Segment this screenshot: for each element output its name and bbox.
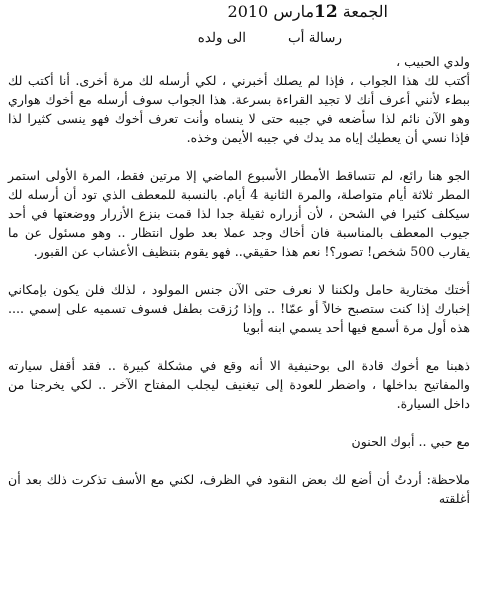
letter-date: [228, 3, 388, 21]
paragraph-sister-baby: أختك مختارية حامل ولكننا لا نعرف حتى الآن جنس المولود ، لذلك فلن يكون بإمكاني إخبارك إذا كنت ستصبح خالاً أو عمّا! .. وإذا رُزقت بطفل فسوف تسميه على إسمي .... هذه أول مرة أسمع فيها أحد يسمي ابنه أبويا: [8, 282, 470, 335]
paragraph-weather-coat-job: الجو هنا رائع، لم تتساقط الأمطار الأسبوع الماضي إلا مرتين فقط، المرة الأولى استمر المطر ثلاثة أيام متواصلة، والمرة الثانية 4 أيام. بالنسبة للمعطف الذي تود أن أرسله لك سيكلف كثيرا في الشحن ، لأن أزراره ثقيلة جدا لذا قمت بنزع الأزرار ووضعتها في أحد جيوب المعطف بالمناسبة فان أخاك وجد عملا بعد طول انتظار .. وهو مسئول عن ما يقارب 500 شخص! تصور؟! نعم هذا حقيقي.. فهو يقوم بتنظيف الأعشاب عن القبور.: [8, 168, 470, 259]
subject-part-1: رسالة أب: [287, 30, 342, 46]
date-number: 12: [314, 2, 338, 22]
paragraph-car-keys: ذهبنا مع أخوك قادة الى بوحنيفية الا أنه وقع في مشكلة كبيرة .. فقد أقفل سيارته والمفاتيح بداخلها ، واضطر للعودة إلى تيغنيف ليجلب المفتاح الآخر .. لكي يخرجنا من داخل السيارة.: [8, 358, 470, 411]
letter-note: ملاحظة: أردتُ أن أضع لك بعض النقود في الظرف، لكني مع الأسف تذكرت ذلك بعد أن أغلقته: [8, 472, 470, 506]
letter-body: [8, 52, 470, 508]
date-day: الجمعة: [342, 2, 388, 21]
letter-greeting: ولدي الحبيب ،: [396, 54, 470, 69]
subject-part-2: الى ولده: [197, 30, 246, 46]
letter-closing: مع حبي .. أبوك الحنون: [351, 434, 470, 449]
paragraph-writing-slowly: أكتب لك هذا الجواب ، فإذا لم يصلك أخبرني ، لكي أرسله لك مرة أخرى. أنا أكتب لك ببطء لأنني أعرف أنك لا تجيد القراءة بسرعة. هذا الجواب سوف أرسله مع أخوك هواري وهو الآن نائم لذا سأضعه في جيبه حتى لا ينساه وأنت تعرف أخوك فهو ينسى كثيرا لذا فإذا نسي أن يعطيك إياه مد يدك في جيبه الأيمن وخذه.: [8, 73, 470, 145]
letter-subject: [198, 30, 342, 46]
date-month-year: مارس 2010: [227, 2, 315, 21]
